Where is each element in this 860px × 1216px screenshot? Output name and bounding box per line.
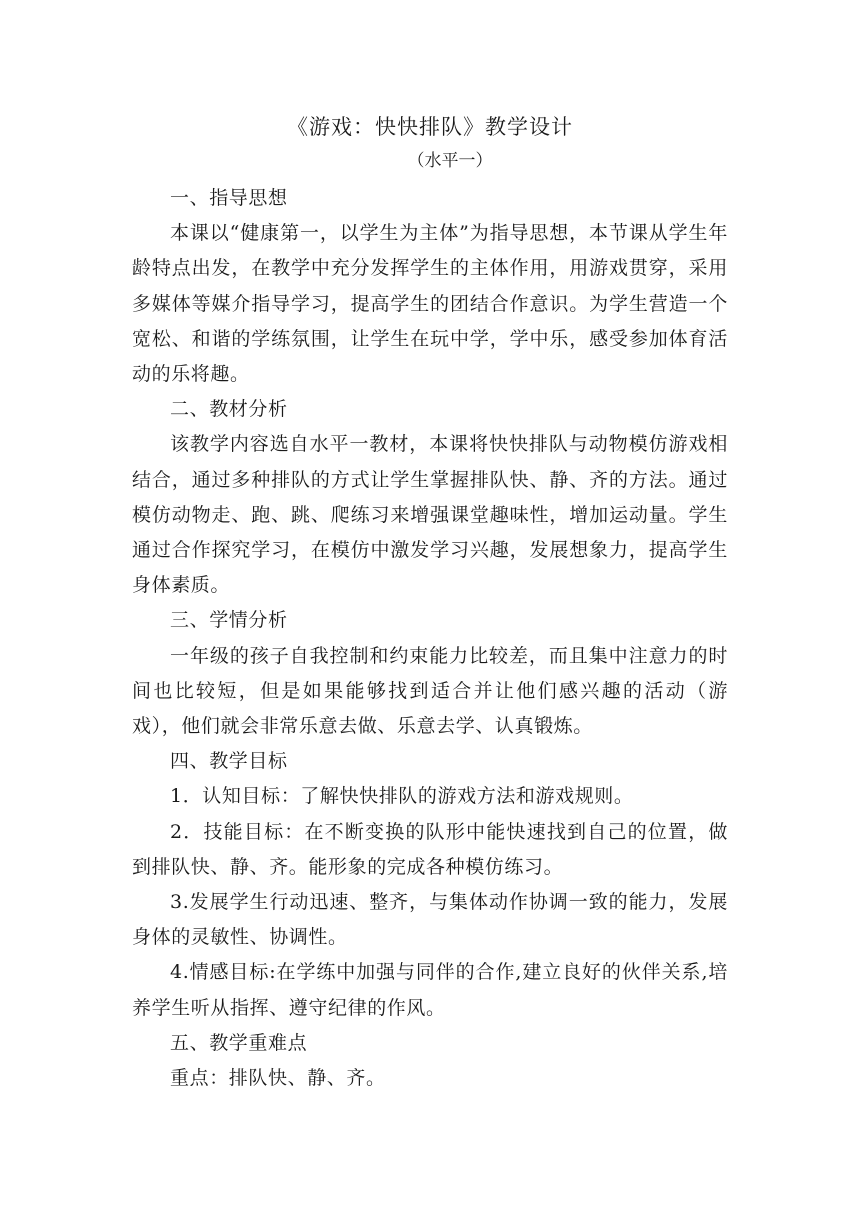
document-body	[132, 181, 728, 1096]
section-heading-teaching-objectives: 四、教学目标	[170, 750, 288, 773]
document-subtitle: （水平一）	[407, 151, 493, 171]
section-heading-student-analysis: 三、学情分析	[170, 609, 288, 632]
document-title: 《游戏：快快排队》教学设计	[287, 115, 573, 139]
paragraph-student-analysis: 一年级的孩子自我控制和约束能力比较差，而且集中注意力的时间也比较短，但是如果能够找到适合并让他们感兴趣的活动（游戏），他们就会非常乐意去做、乐意去学、认真锻炼。	[132, 644, 728, 738]
objective-cognitive: 1．认知目标：了解快快排队的游戏方法和游戏规则。	[170, 785, 634, 808]
paragraph-guiding-ideology: 本课以“健康第一，以学生为主体”为指导思想，本节课从学生年龄特点出发，在教学中充分发挥学生的主体作用，用游戏贯穿，采用多媒体等媒介指导学习，提高学生的团结合作意识。为学生营造一个宽松、和谐的学练氛围，让学生在玩中学，学中乐，感受参加体育活动的乐将趣。	[132, 222, 728, 386]
paragraph-key-points: 重点：排队快、静、齐。	[170, 1067, 386, 1090]
section-heading-guiding-ideology: 一、指导思想	[170, 187, 288, 209]
objective-development: 3.发展学生行动迅速、整齐，与集体动作协调一致的能力，发展身体的灵敏性、协调性。	[132, 891, 728, 949]
objective-skill: 2．技能目标：在不断变换的队形中能快速找到自己的位置，做到排队快、静、齐。能形象的完成各种模仿练习。	[132, 820, 728, 878]
section-heading-key-difficulties: 五、教学重难点	[170, 1031, 308, 1054]
objective-emotional: 4.情感目标:在学练中加强与同伴的合作,建立良好的伙伴关系,培养学生听从指挥、遵守纪律的作风。	[132, 961, 728, 1019]
paragraph-material-analysis: 该教学内容选自水平一教材，本课将快快排队与动物模仿游戏相结合，通过多种排队的方式让学生掌握排队快、静、齐的方法。通过模仿动物走、跑、跳、爬练习来增强课堂趣味性，增加运动量。学生通过合作探究学习，在模仿中激发学习兴趣，发展想象力，提高学生身体素质。	[132, 433, 728, 597]
section-heading-material-analysis: 二、教材分析	[170, 398, 288, 421]
